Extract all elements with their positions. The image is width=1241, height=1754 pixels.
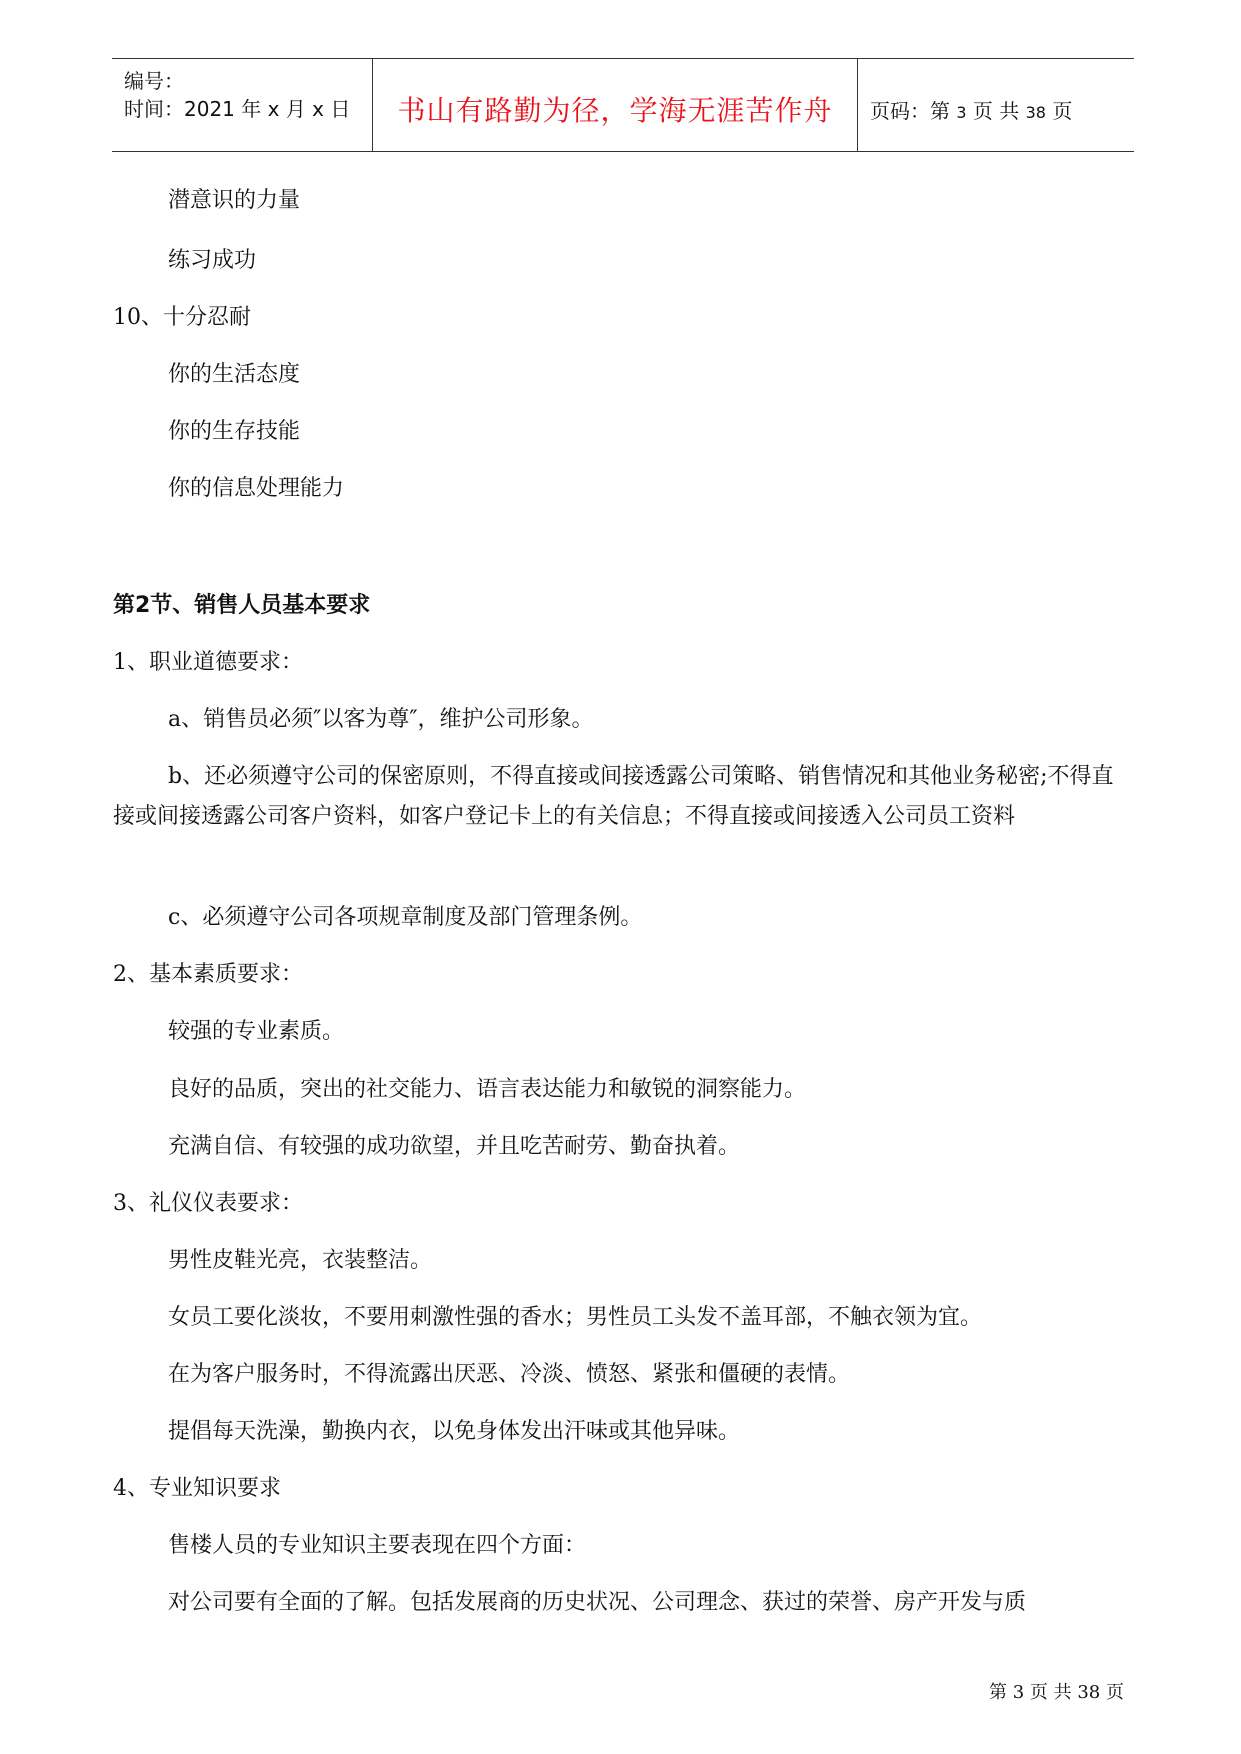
list-item: a、销售员必须″以客为尊″，维护公司形象。: [168, 707, 594, 732]
header-left-cell: [112, 59, 372, 151]
numbered-heading: 10、十分忍耐: [113, 305, 251, 330]
list-item: c、必须遵守公司各项规章制度及部门管理条例。: [168, 905, 643, 930]
list-item: 练习成功: [168, 248, 257, 273]
section-title: 第2节、销售人员基本要求: [113, 593, 371, 618]
list-item: 在为客户服务时，不得流露出厌恶、冷淡、愤怒、紧张和僵硬的表情。: [168, 1362, 851, 1387]
list-item: 你的信息处理能力: [168, 476, 345, 501]
header-page-number: 页码：第 3 页 共 38 页: [870, 99, 1073, 123]
date-label: 时间：2021 年 x 月 x 日: [124, 97, 351, 121]
page-footer: 第 3 页 共 38 页: [989, 1682, 1124, 1703]
list-item: 你的生活态度: [168, 362, 301, 387]
serial-number-label: 编号：: [124, 69, 184, 93]
list-item: 对公司要有全面的了解。包括发展商的历史状况、公司理念、获过的荣誉、房产开发与质: [168, 1590, 1027, 1615]
header-motto-cell: [372, 59, 858, 151]
page-header: [112, 58, 1134, 152]
numbered-heading: 2、基本素质要求：: [113, 962, 303, 987]
numbered-heading: 3、礼仪仪表要求：: [113, 1191, 303, 1216]
numbered-heading: 4、专业知识要求: [113, 1476, 281, 1501]
numbered-heading: 1、职业道德要求：: [113, 650, 303, 675]
list-item: 女员工要化淡妆，不要用刺激性强的香水；男性员工头发不盖耳部，不触衣领为宜。: [168, 1305, 983, 1330]
paragraph: b、还必须遵守公司的保密原则，不得直接或间接透露公司策略、销售情况和其他业务秘密;不得直接或间接透露公司客户资料，如客户登记卡上的有关信息；不得直接或间接透入公司员工资料: [113, 764, 1114, 829]
list-item: 较强的专业素质。: [168, 1019, 345, 1044]
list-item: 男性皮鞋光亮，衣装整洁。: [168, 1248, 433, 1273]
list-item: 提倡每天洗澡，勤换内衣，以免身体发出汗味或其他异味。: [168, 1419, 741, 1444]
list-item: 充满自信、有较强的成功欲望，并且吃苦耐劳、勤奋执着。: [168, 1134, 741, 1159]
list-item: 售楼人员的专业知识主要表现在四个方面：: [168, 1533, 587, 1558]
list-item: 你的生存技能: [168, 419, 301, 444]
header-page-cell: [858, 59, 1134, 151]
list-item: 良好的品质，突出的社交能力、语言表达能力和敏锐的洞察能力。: [168, 1077, 807, 1102]
list-item: 潜意识的力量: [168, 188, 301, 213]
header-motto: 书山有路勤为径，学海无涯苦作舟: [397, 94, 833, 127]
